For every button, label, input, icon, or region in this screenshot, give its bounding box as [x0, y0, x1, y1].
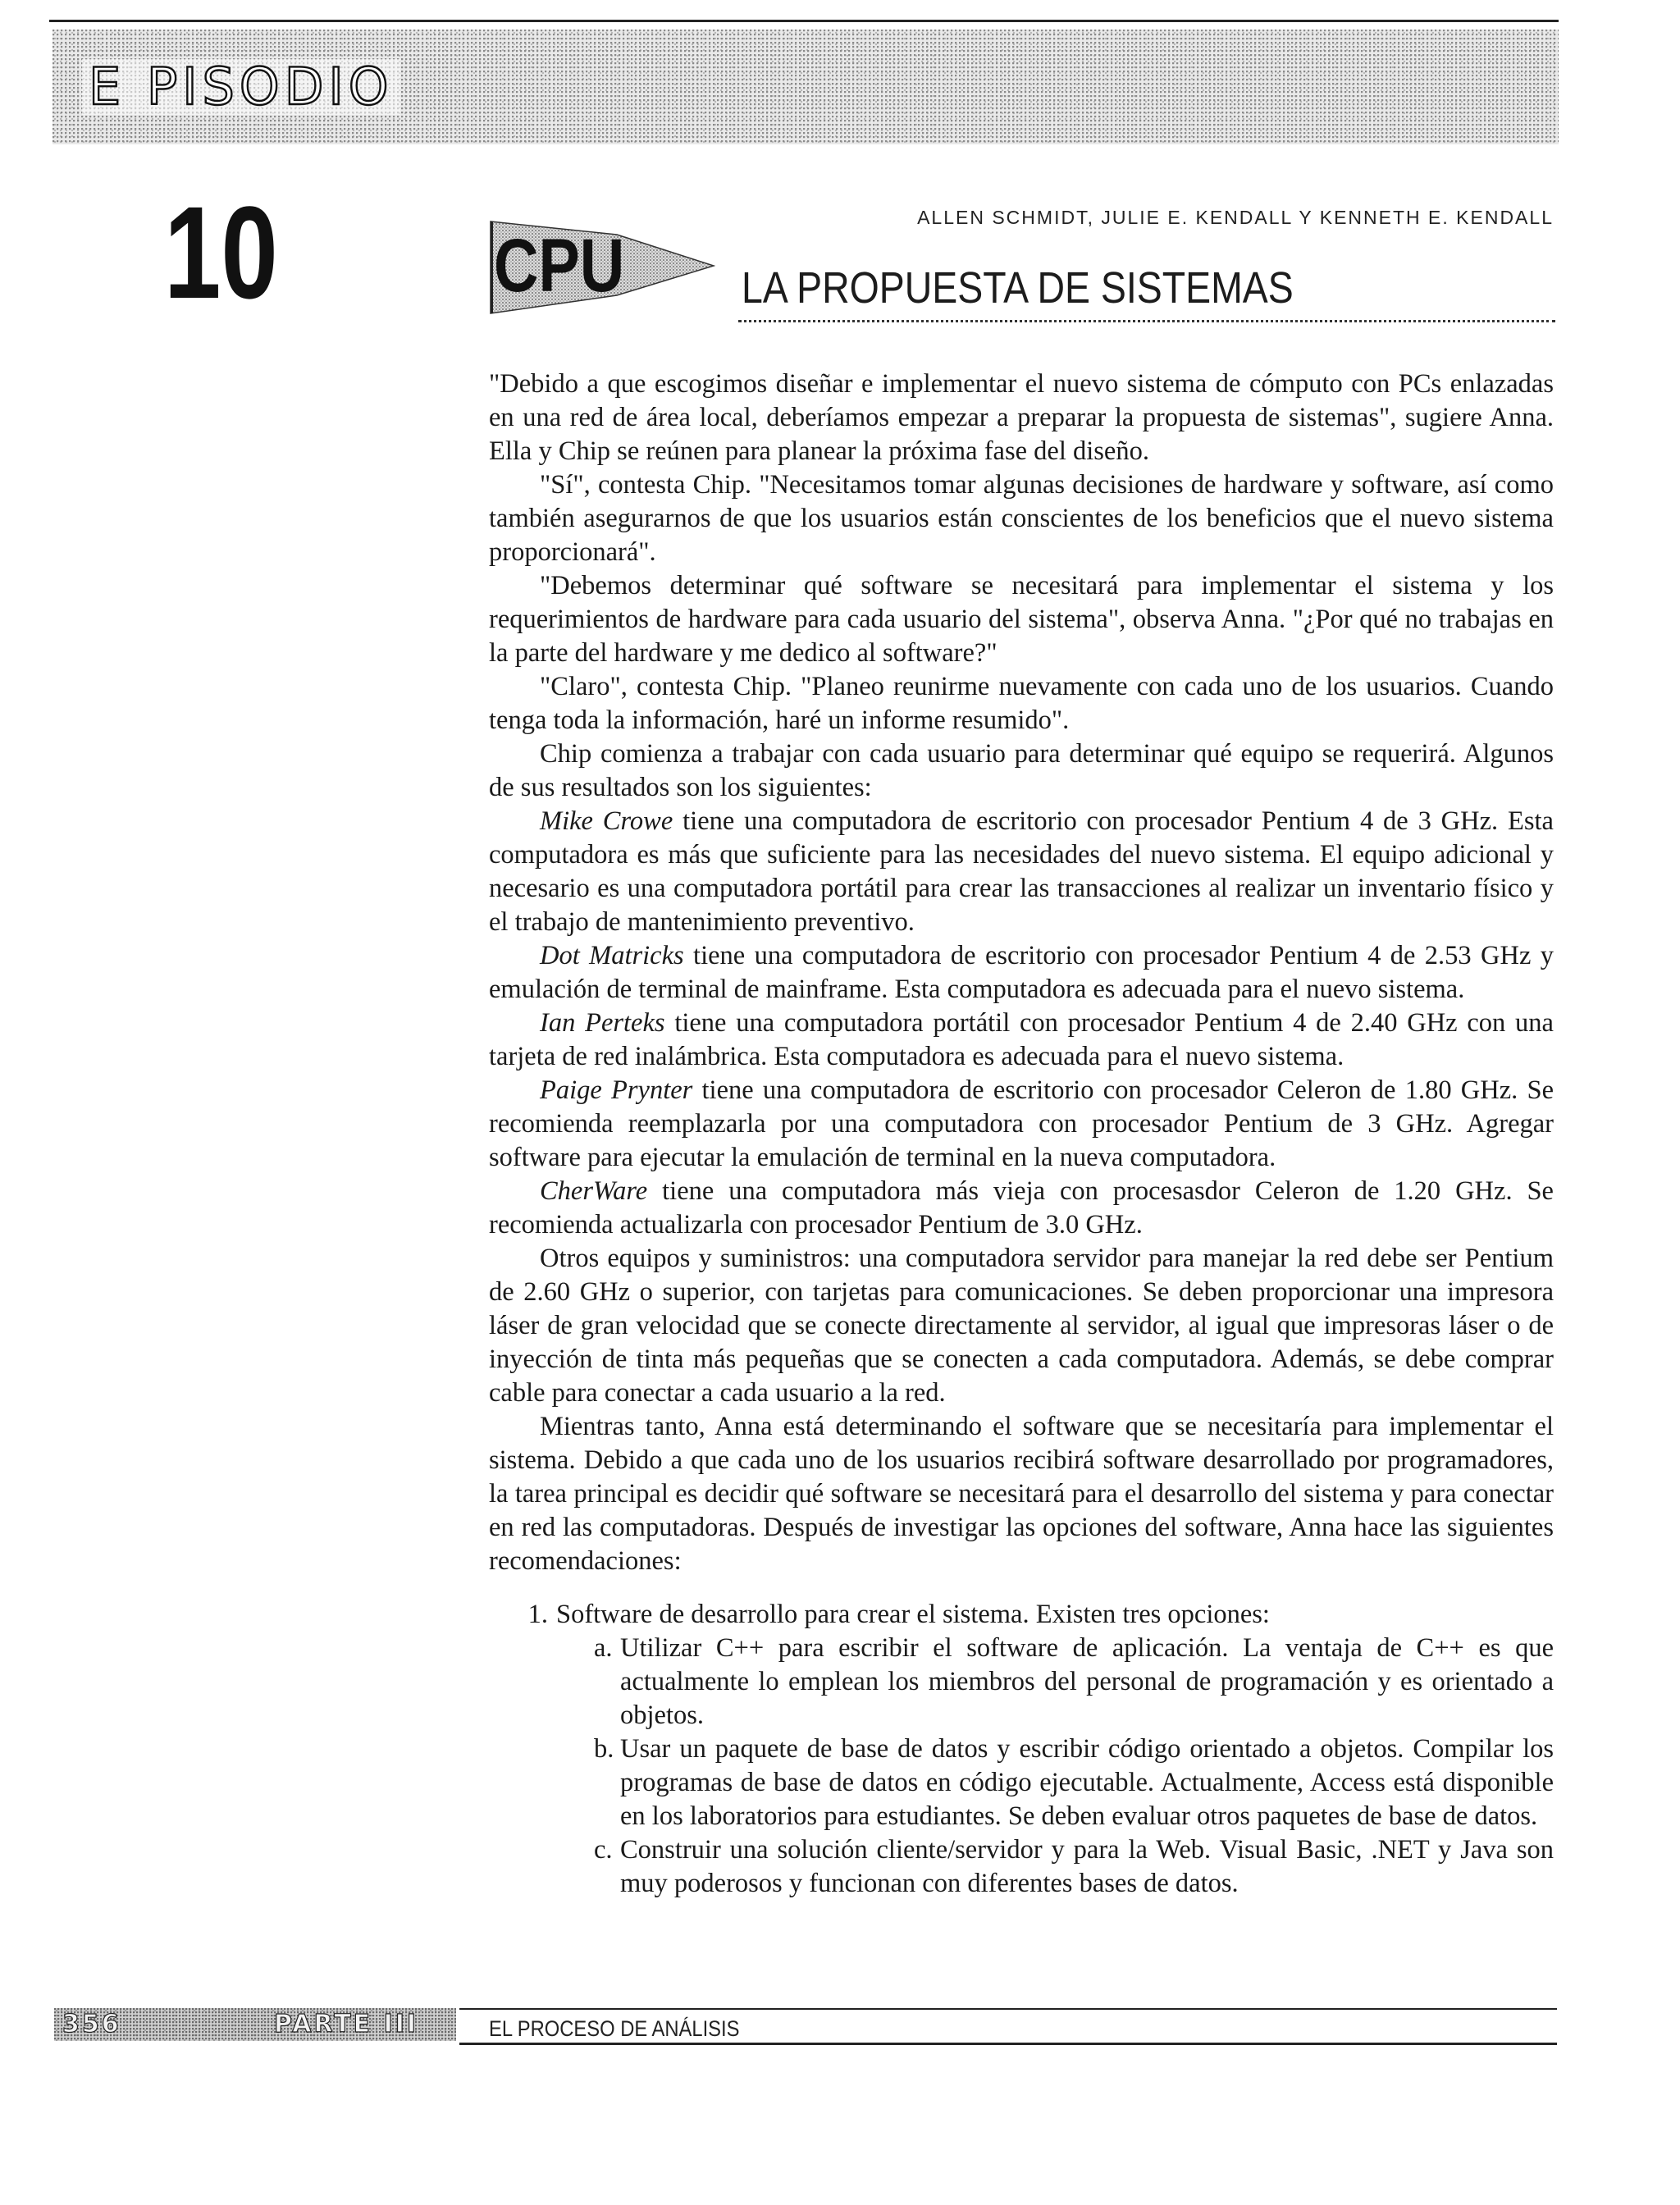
footer-rule: [459, 2043, 1557, 2045]
user-paragraph: [489, 1074, 1554, 1175]
authors: ALLEN SCHMIDT, JULIE E. KENDALL Y KENNETH E. KENDALL: [917, 207, 1554, 228]
user-name: Dot Matricks: [540, 941, 684, 970]
footer-rule: [459, 2008, 1557, 2010]
chapter-number: 10: [164, 179, 278, 326]
paragraph: Mientras tanto, Anna está determinando el software que se necesitaría para implementar el sistema. Debido a que cada uno de los usuarios recibirá software desarrollado por programadores, la tarea principal es decidir qué software se necesitará para el desarrollo del sistema y para conectar en red las computadoras. Después de investigar las opciones del software, Anna hace las siguientes recomendaciones:: [489, 1412, 1554, 1576]
user-paragraph: [489, 805, 1554, 939]
user-paragraph: [489, 1007, 1554, 1074]
top-rule: [49, 20, 1559, 22]
option-text: Utilizar C++ para escribir el software de aplicación. La ventaja de C++ es que actualmente lo emplean los miembros del personal de programación y es orientado a objetos.: [620, 1633, 1554, 1730]
option-letter: c.: [594, 1835, 613, 1865]
title-rule: [738, 320, 1555, 322]
section-label: EL PROCESO DE ANÁLISIS: [489, 2016, 740, 2041]
option-text: Construir una solución cliente/servidor y para la Web. Visual Basic, .NET y Java son muy poderosos y funcionan con diferentes bases de datos.: [620, 1835, 1554, 1898]
user-name: Paige Prynter: [540, 1075, 693, 1105]
paragraph: Otros equipos y suministros: una computadora servidor para manejar la red debe ser Pentium de 2.60 GHz o superior, con tarjetas para comunicaciones. Se deben proporcionar una impresora láser de gran velocidad que se conecte directamente al servidor, al igual que impresoras láser o de inyección de tinta más pequeñas que se conecten a cada computadora. Además, se debe comprar cable para conectar a cada usuario a la red.: [489, 1244, 1554, 1408]
option-letter: a.: [594, 1633, 613, 1663]
list-number: 1.: [527, 1600, 548, 1629]
user-name: Ian Perteks: [540, 1008, 665, 1038]
paragraph: Chip comienza a trabajar con cada usuario para determinar qué equipo se requerirá. Algunos de sus resultados son los siguientes:: [489, 739, 1554, 802]
paragraph: "Debido a que escogimos diseñar e implementar el nuevo sistema de cómputo con PCs enlazadas en una red de área local, deberíamos empezar a preparar la propuesta de sistemas", sugiere Anna. Ella y Chip se reúnen para planear la próxima fase del diseño.: [489, 369, 1554, 466]
user-description: tiene una computadora más vieja con procesasdor Celeron de 1.20 GHz. Se recomienda actualizarla con procesador Pentium de 3.0 GHz.: [489, 1176, 1554, 1239]
part-label: PARTE III: [274, 2010, 419, 2038]
user-name: CherWare: [540, 1176, 648, 1206]
cpu-logo: [486, 207, 715, 330]
recommendations-list: [489, 1598, 1554, 1901]
banner-title: E PISODIO: [82, 59, 400, 115]
list-item-body: [556, 1598, 1554, 1901]
user-paragraph: [489, 1175, 1554, 1242]
user-description: tiene una computadora portátil con procesador Pentium 4 de 2.40 GHz con una tarjeta de red inalámbrica. Esta computadora es adecuada para el nuevo sistema.: [489, 1008, 1554, 1071]
list-item: [489, 1598, 1554, 1901]
page-number: 356: [62, 2010, 121, 2038]
paragraph: "Debemos determinar qué software se necesitará para implementar el sistema y los requerimientos de hardware para cada usuario del sistema", observa Anna. "¿Por qué no trabajas en la parte del hardware y me dedico al software?": [489, 571, 1554, 668]
paragraph: "Sí", contesta Chip. "Necesitamos tomar algunas decisiones de hardware y software, así como también asegurarnos de que los usuarios están conscientes de los beneficios que el nuevo sistema proporcionará".: [489, 470, 1554, 567]
list-item-text: Software de desarrollo para crear el sistema. Existen tres opciones:: [556, 1600, 1270, 1629]
options-list: [556, 1632, 1554, 1901]
body-text: [489, 368, 1554, 1901]
option-item: [594, 1632, 1554, 1732]
user-paragraph: [489, 939, 1554, 1007]
option-item: [594, 1732, 1554, 1833]
option-text: Usar un paquete de base de datos y escribir código orientado a objetos. Compilar los programas de base de datos en código ejecutable. Actualmente, Access está disponible en los laboratorios para estudiantes. Se deben evaluar otros paquetes de base de datos.: [620, 1734, 1554, 1831]
paragraph: "Claro", contesta Chip. "Planeo reunirme nuevamente con cada uno de los usuarios. Cuando tenga toda la información, haré un informe resumido".: [489, 672, 1554, 735]
user-description: tiene una computadora de escritorio con procesador Celeron de 1.80 GHz. Se recomienda reemplazarla por una computadora con procesador Pentium de 3 GHz. Agregar software para ejecutar la emulación de terminal en la nueva computadora.: [489, 1075, 1554, 1172]
user-description: tiene una computadora de escritorio con procesador Pentium 4 de 3 GHz. Esta computadora es más que suficiente para las necesidades del nuevo sistema. El equipo adicional y necesario es una computadora portátil para crear las transacciones al realizar un inventario físico y el trabajo de mantenimiento preventivo.: [489, 806, 1554, 937]
user-name: Mike Crowe: [540, 806, 673, 836]
option-letter: b.: [594, 1734, 614, 1764]
option-item: [594, 1833, 1554, 1901]
chapter-title: LA PROPUESTA DE SISTEMAS: [742, 263, 1294, 313]
user-description: tiene una computadora de escritorio con procesador Pentium 4 de 2.53 GHz y emulación de terminal de mainframe. Esta computadora es adecuada para el nuevo sistema.: [489, 941, 1554, 1004]
cpu-logo-text: CPU: [494, 224, 625, 308]
